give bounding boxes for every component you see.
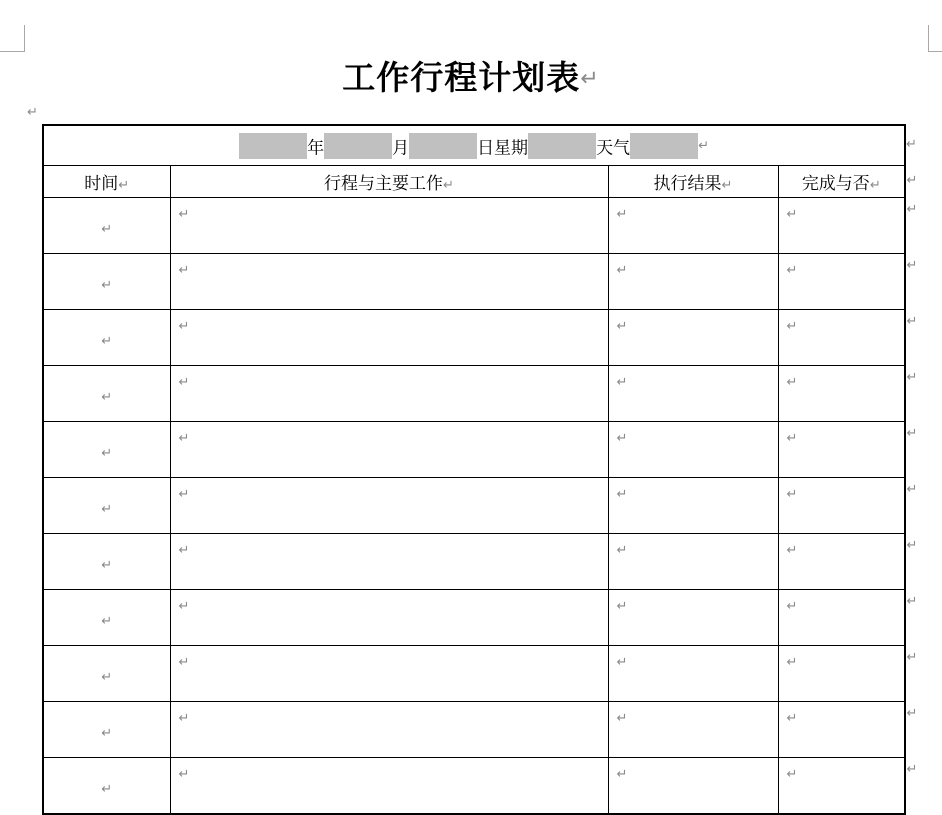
row-end-mark-icon: ↵ <box>906 426 918 441</box>
work-cell[interactable] <box>170 254 608 310</box>
cell-mark-icon: ↵ <box>616 543 628 558</box>
table-row <box>43 366 905 422</box>
header-work[interactable] <box>170 166 608 198</box>
result-cell[interactable] <box>608 534 778 590</box>
header-done-label: 完成与否 <box>801 174 870 194</box>
paragraph-mark-icon: ↵ <box>27 105 38 120</box>
row-end-mark-icon: ↵ <box>906 594 918 609</box>
time-cell[interactable] <box>43 366 170 422</box>
cell-mark-icon: ↵ <box>786 207 798 222</box>
header-result-label: 执行结果 <box>653 174 722 194</box>
result-cell[interactable] <box>608 310 778 366</box>
header-result[interactable] <box>608 166 778 198</box>
time-cell[interactable] <box>43 646 170 702</box>
row-end-mark-icon: ↵ <box>906 314 918 329</box>
header-time-label: 时间 <box>84 174 119 194</box>
table-row <box>43 478 905 534</box>
header-row <box>43 166 905 198</box>
cell-mark-icon: ↵ <box>101 446 113 461</box>
year-blank-field[interactable] <box>239 133 307 159</box>
done-cell[interactable] <box>778 478 918 534</box>
cell-mark-icon: ↵ <box>178 655 190 670</box>
table-row <box>43 758 905 815</box>
done-cell[interactable] <box>778 366 918 422</box>
work-cell[interactable] <box>170 758 608 815</box>
cell-mark-icon: ↵ <box>616 263 628 278</box>
cell-mark-icon: ↵ <box>178 767 190 782</box>
row-end-mark-icon: ↵ <box>906 137 917 152</box>
cell-mark-icon: ↵ <box>101 670 113 685</box>
work-cell[interactable] <box>170 366 608 422</box>
time-cell[interactable] <box>43 478 170 534</box>
work-cell[interactable] <box>170 310 608 366</box>
cell-mark-icon: ↵ <box>786 375 798 390</box>
cell-mark-icon: ↵ <box>178 487 190 502</box>
crop-mark-top-right <box>928 25 942 52</box>
result-cell[interactable] <box>608 198 778 254</box>
work-cell[interactable] <box>170 478 608 534</box>
done-cell[interactable] <box>778 646 918 702</box>
cell-mark-icon: ↵ <box>101 558 113 573</box>
cell-mark-icon: ↵ <box>118 178 130 193</box>
cell-mark-icon: ↵ <box>101 334 113 349</box>
row-end-mark-icon: ↵ <box>906 258 918 273</box>
result-cell[interactable] <box>608 254 778 310</box>
result-cell[interactable] <box>608 590 778 646</box>
cell-mark-icon: ↵ <box>786 487 798 502</box>
done-cell[interactable] <box>778 534 918 590</box>
weekday-blank-field[interactable] <box>528 133 596 159</box>
cell-mark-icon: ↵ <box>101 726 113 741</box>
crop-mark-top-left <box>0 25 25 52</box>
work-cell[interactable] <box>170 702 608 758</box>
row-end-mark-icon: ↵ <box>906 650 918 665</box>
cell-mark-icon: ↵ <box>786 543 798 558</box>
done-cell[interactable] <box>778 310 918 366</box>
cell-mark-icon: ↵ <box>786 431 798 446</box>
cell-mark-icon: ↵ <box>721 178 733 193</box>
cell-mark-icon: ↵ <box>178 543 190 558</box>
row-end-mark-icon: ↵ <box>906 173 918 188</box>
result-cell[interactable] <box>608 646 778 702</box>
cell-mark-icon: ↵ <box>616 487 628 502</box>
work-cell[interactable] <box>170 590 608 646</box>
result-cell[interactable] <box>608 702 778 758</box>
done-cell[interactable] <box>778 254 918 310</box>
row-end-mark-icon: ↵ <box>906 538 918 553</box>
title-text[interactable]: 工作行程计划表 <box>342 58 581 97</box>
table-row <box>43 310 905 366</box>
cell-mark-icon: ↵ <box>178 207 190 222</box>
cell-mark-icon: ↵ <box>616 599 628 614</box>
month-blank-field[interactable] <box>324 133 392 159</box>
cell-mark-icon: ↵ <box>178 263 190 278</box>
date-cell[interactable] <box>43 125 917 166</box>
time-cell[interactable] <box>43 534 170 590</box>
cell-mark-icon: ↵ <box>786 319 798 334</box>
table-row <box>43 198 905 254</box>
month-label: 月 <box>392 138 410 158</box>
cell-mark-icon: ↵ <box>616 375 628 390</box>
time-cell[interactable] <box>43 702 170 758</box>
result-cell[interactable] <box>608 422 778 478</box>
cell-mark-icon: ↵ <box>616 207 628 222</box>
cell-mark-icon: ↵ <box>101 502 113 517</box>
time-cell[interactable] <box>43 590 170 646</box>
cell-mark-icon: ↵ <box>786 767 798 782</box>
day-weekday-label: 日星期 <box>477 138 529 158</box>
cell-mark-icon: ↵ <box>616 655 628 670</box>
cell-mark-icon: ↵ <box>869 178 881 193</box>
cell-mark-icon: ↵ <box>616 431 628 446</box>
done-cell[interactable] <box>778 590 918 646</box>
result-cell[interactable] <box>608 366 778 422</box>
row-end-mark-icon: ↵ <box>906 706 918 721</box>
table-row <box>43 590 905 646</box>
cell-mark-icon: ↵ <box>101 782 113 797</box>
table-row <box>43 254 905 310</box>
cell-mark-icon: ↵ <box>178 319 190 334</box>
row-end-mark-icon: ↵ <box>906 202 918 217</box>
time-cell[interactable] <box>43 422 170 478</box>
weather-label: 天气 <box>596 138 631 158</box>
work-cell[interactable] <box>170 534 608 590</box>
row-end-mark-icon: ↵ <box>906 370 918 385</box>
cell-mark-icon: ↵ <box>786 599 798 614</box>
cell-mark-icon: ↵ <box>178 711 190 726</box>
work-cell[interactable] <box>170 646 608 702</box>
cell-mark-icon: ↵ <box>616 319 628 334</box>
schedule-table <box>42 124 918 815</box>
cell-mark-icon: ↵ <box>178 375 190 390</box>
result-cell[interactable] <box>608 758 778 815</box>
cell-mark-icon: ↵ <box>443 178 454 193</box>
table-row <box>43 422 905 478</box>
cell-mark-icon: ↵ <box>786 655 798 670</box>
paragraph-mark-icon: ↵ <box>580 66 600 92</box>
cell-mark-icon: ↵ <box>786 711 798 726</box>
work-cell[interactable] <box>170 422 608 478</box>
done-cell[interactable] <box>778 198 918 254</box>
result-cell[interactable] <box>608 478 778 534</box>
table-row <box>43 534 905 590</box>
cell-mark-icon: ↵ <box>101 390 113 405</box>
header-work-label: 行程与主要工作 <box>324 174 444 194</box>
done-cell[interactable] <box>778 702 918 758</box>
document-title[interactable] <box>0 56 942 100</box>
cell-mark-icon: ↵ <box>101 222 113 237</box>
time-cell[interactable] <box>43 758 170 815</box>
time-cell[interactable] <box>43 310 170 366</box>
cell-mark-icon: ↵ <box>101 278 113 293</box>
paragraph-mark-icon: ↵ <box>698 138 709 153</box>
cell-mark-icon: ↵ <box>101 614 113 629</box>
cell-mark-icon: ↵ <box>616 767 628 782</box>
work-cell[interactable] <box>170 198 608 254</box>
cell-mark-icon: ↵ <box>786 263 798 278</box>
table-row <box>43 646 905 702</box>
done-cell[interactable] <box>778 422 918 478</box>
cell-mark-icon: ↵ <box>178 431 190 446</box>
date-row <box>43 125 905 166</box>
header-done[interactable] <box>778 166 918 198</box>
time-cell[interactable] <box>43 254 170 310</box>
cell-mark-icon: ↵ <box>616 711 628 726</box>
year-label: 年 <box>307 138 325 158</box>
header-time[interactable] <box>43 166 170 198</box>
day-blank-field[interactable] <box>409 133 477 159</box>
cell-mark-icon: ↵ <box>178 599 190 614</box>
done-cell[interactable] <box>778 758 918 815</box>
table-row <box>43 702 905 758</box>
row-end-mark-icon: ↵ <box>906 482 918 497</box>
weather-blank-field[interactable] <box>630 133 698 159</box>
row-end-mark-icon: ↵ <box>906 762 918 777</box>
time-cell[interactable] <box>43 198 170 254</box>
